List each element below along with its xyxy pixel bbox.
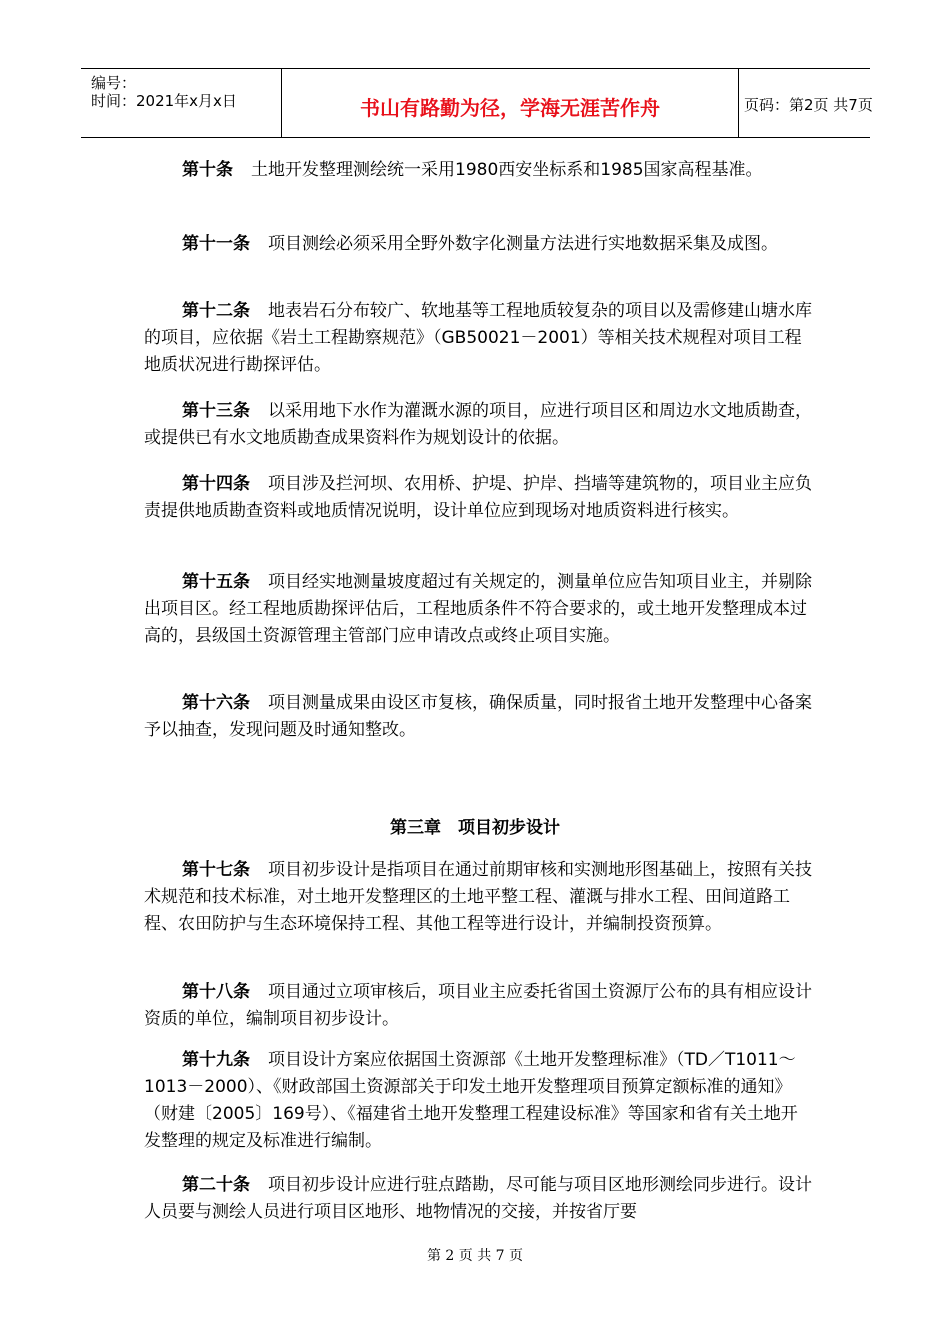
- article-paragraph: [144, 569, 814, 650]
- article-text: 土地开发整理测绘统一采用1980西安坐标系和1985国家高程基准。: [251, 160, 763, 180]
- article-paragraph: [144, 398, 814, 452]
- header-page-cell: [738, 69, 873, 137]
- article-text: 项目涉及拦河坝、农用桥、护堤、护岸、挡墙等建筑物的，项目业主应负责提供地质勘查资料或地质情况说明，设计单位应到现场对地质资料进行核实。: [144, 474, 812, 521]
- article-text: 项目初步设计是指项目在通过前期审核和实测地形图基础上，按照有关技术规范和技术标准，对土地开发整理区的土地平整工程、灌溉与排水工程、田间道路工程、农田防护与生态环境保持工程、其他工程等进行设计，并编制投资预算。: [144, 860, 812, 934]
- article-paragraph: [144, 231, 814, 258]
- article-text: 项目测量成果由设区市复核，确保质量，同时报省土地开发整理中心备案予以抽查，发现问题及时通知整改。: [144, 693, 812, 740]
- article-number: 第十七条: [182, 860, 250, 880]
- article-number: 第十八条: [182, 982, 250, 1002]
- article-number: 第十三条: [182, 401, 250, 421]
- article-number: 第十六条: [182, 693, 250, 713]
- article-text: 项目通过立项审核后，项目业主应委托省国土资源厅公布的具有相应设计资质的单位，编制项目初步设计。: [144, 982, 812, 1029]
- article-paragraph: [144, 1172, 814, 1226]
- article-text: 项目测绘必须采用全野外数字化测量方法进行实地数据采集及成图。: [268, 234, 778, 254]
- article-number: 第十条: [182, 160, 233, 180]
- article-paragraph: [144, 979, 814, 1033]
- article-paragraph: [144, 471, 814, 525]
- article-text: 地表岩石分布较广、软地基等工程地质较复杂的项目以及需修建山塘水库的项目，应依据《岩土工程勘察规范》（GB50021－2001）等相关技术规程对项目工程地质状况进行勘探评估。: [144, 301, 812, 375]
- article-text: 项目初步设计应进行驻点踏勘，尽可能与项目区地形测绘同步进行。设计人员要与测绘人员进行项目区地形、地物情况的交接，并按省厅要: [144, 1175, 812, 1222]
- article-paragraph: [144, 1047, 814, 1155]
- header-meta-cell: [81, 69, 281, 137]
- number-label: 编号：: [91, 74, 137, 92]
- article-number: 第十五条: [182, 572, 250, 592]
- article-number: 第二十条: [182, 1175, 250, 1195]
- chapter-title: 第三章 项目初步设计: [390, 818, 560, 838]
- page-header: [81, 68, 873, 138]
- article-number: 第十九条: [182, 1050, 250, 1070]
- article-text: 项目设计方案应依据国土资源部《土地开发整理标准》（TD／T1011～1013－2000）、《财政部国土资源部关于印发土地开发整理项目预算定额标准的通知》（财建〔2005〕169号）、《福建省土地开发整理工程建设标准》等国家和省有关土地开发整理的规定及标准进行编制。: [144, 1050, 798, 1151]
- article-number: 第十一条: [182, 234, 250, 254]
- page-footer: 第 2 页 共 7 页: [426, 1248, 524, 1264]
- header-motto-cell: [281, 69, 739, 137]
- article-paragraph: [144, 157, 814, 184]
- article-text: 以采用地下水作为灌溉水源的项目，应进行项目区和周边水文地质勘查，或提供已有水文地质勘查成果资料作为规划设计的依据。: [144, 401, 812, 448]
- page-info: 页码：第2页 共7页: [744, 96, 873, 114]
- article-paragraph: [144, 690, 814, 744]
- article-paragraph: [144, 298, 814, 379]
- article-number: 第十二条: [182, 301, 250, 321]
- motto-text: 书山有路勤为径，学海无涯苦作舟: [360, 96, 660, 120]
- article-paragraph: [144, 857, 814, 938]
- date-label: 时间：2021年x月x日: [91, 92, 237, 110]
- article-number: 第十四条: [182, 474, 250, 494]
- article-text: 项目经实地测量坡度超过有关规定的，测量单位应告知项目业主，并剔除出项目区。经工程地质勘探评估后，工程地质条件不符合要求的，或土地开发整理成本过高的，县级国土资源管理主管部门应申请改点或终止项目实施。: [144, 572, 812, 646]
